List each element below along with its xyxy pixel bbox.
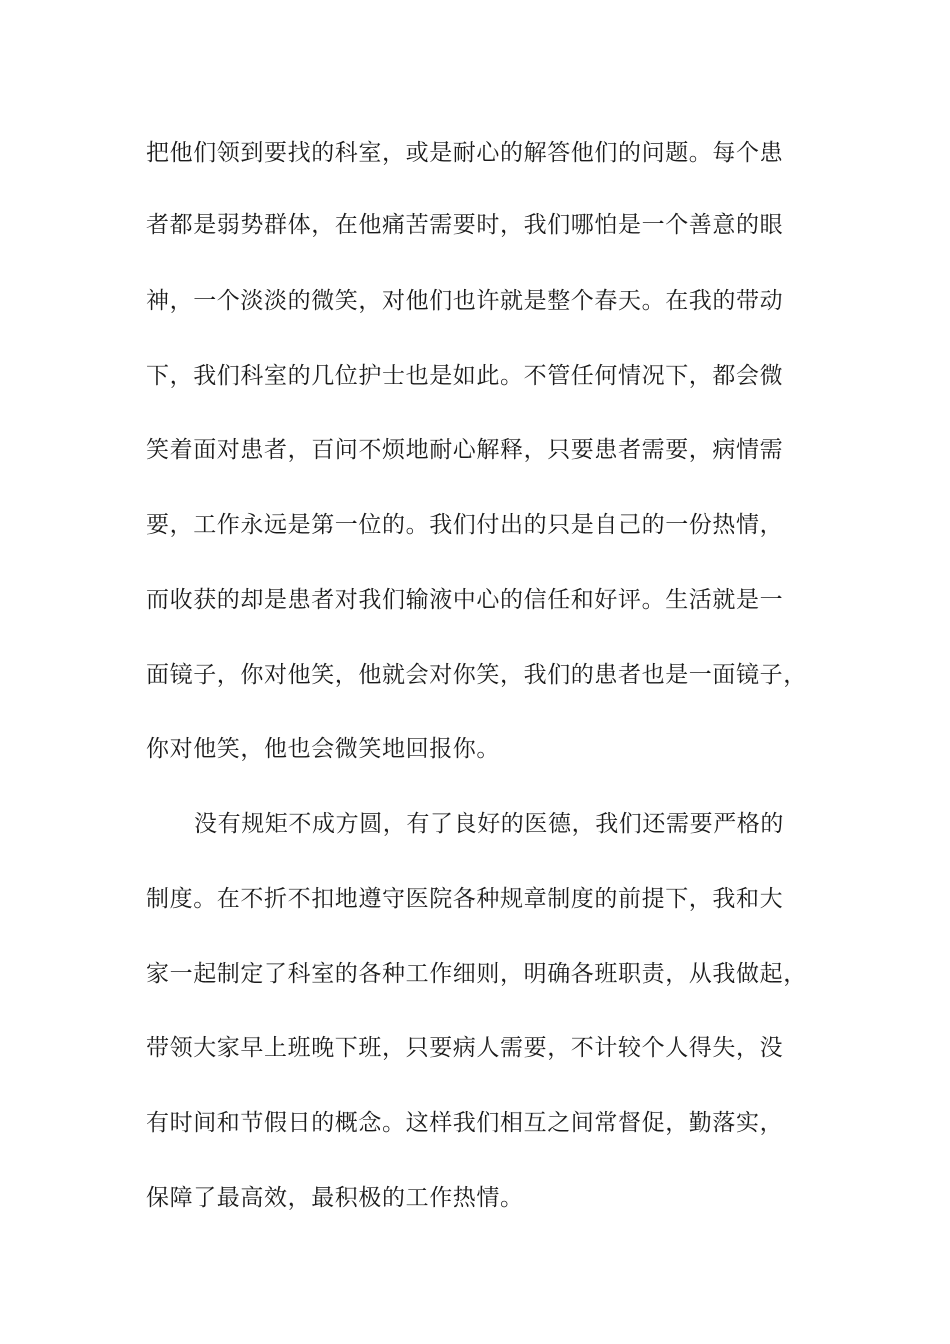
text-line: 你对他笑，他也会微笑地回报你。 (146, 736, 500, 762)
text-line: 制度。在不折不扣地遵守医院各种规章制度的前提下，我和大 (146, 886, 784, 912)
text-line: 没有规矩不成方圆，有了良好的医德，我们还需要严格的 (194, 811, 784, 837)
text-line: 要，工作永远是第一位的。我们付出的只是自己的一份热情， (146, 512, 784, 538)
text-line: 下，我们科室的几位护士也是如此。不管任何情况下，都会微 (146, 363, 784, 389)
text-line: 者都是弱势群体，在他痛苦需要时，我们哪怕是一个善意的眼 (146, 212, 784, 238)
text-line: 神，一个淡淡的微笑，对他们也许就是整个春天。在我的带动 (146, 288, 784, 314)
text-line: 而收获的却是患者对我们输液中心的信任和好评。生活就是一 (146, 587, 784, 613)
text-line: 有时间和节假日的概念。这样我们相互之间常督促，勤落实， (146, 1110, 784, 1136)
text-line: 家一起制定了科室的各种工作细则，明确各班职责，从我做起， (146, 961, 807, 987)
text-line: 带领大家早上班晚下班，只要病人需要，不计较个人得失，没 (146, 1035, 784, 1061)
text-line: 把他们领到要找的科室，或是耐心的解答他们的问题。每个患 (146, 140, 784, 166)
text-line: 笑着面对患者，百问不烦地耐心解释，只要患者需要，病情需 (146, 437, 784, 463)
text-line: 保障了最高效，最积极的工作热情。 (146, 1185, 524, 1211)
text-line: 面镜子，你对他笑，他就会对你笑，我们的患者也是一面镜子， (146, 662, 807, 688)
